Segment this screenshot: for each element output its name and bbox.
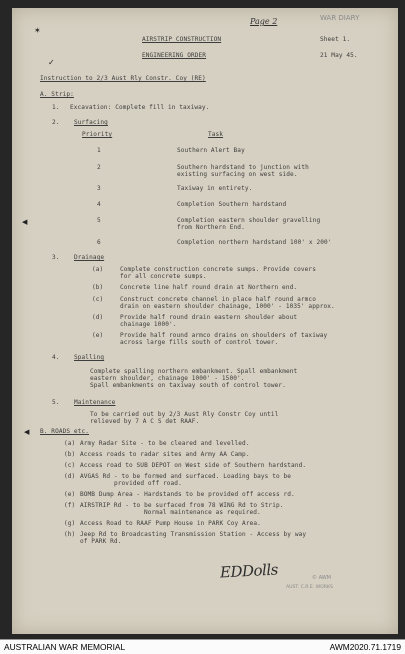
roads-text: Normal maintenance as required.: [144, 509, 261, 516]
roads-key: (b): [64, 451, 76, 458]
roads-text: Access Road to RAAF Pump House in PARK Coy Area.: [80, 520, 261, 527]
priority-value: 2: [97, 164, 101, 171]
instruction-line: Instruction to 2/3 Aust Rly Constr. Coy (RE): [40, 75, 206, 82]
drainage-text: across large fills south of control tower.: [120, 339, 279, 346]
task-text: from Northern End.: [177, 224, 245, 231]
task-text: Southern hardstand to junction with: [177, 164, 309, 171]
spalling-text: Complete spalling northern embankment. Spall embankment: [90, 368, 298, 375]
roads-key: (h): [64, 531, 76, 538]
awm-stamp-sub: AUST. C.R.E. WORKS: [286, 585, 333, 590]
drainage-text: Provide half round armco drains on shoulders of taxiway: [120, 332, 328, 339]
priority-value: 1: [97, 147, 101, 154]
roads-key: (d): [64, 473, 76, 480]
item-number: 4.: [52, 354, 60, 361]
drainage-key: (d): [92, 314, 104, 321]
priority-value: 6: [97, 239, 101, 246]
task-text: Completion northern hardstand 100' x 200': [177, 239, 332, 246]
task-text: Completion Southern hardstand: [177, 201, 287, 208]
roads-text: Access road to SUB DEPOT on West side of Southern hardstand.: [80, 462, 307, 469]
task-text: Taxiway in entirety.: [177, 185, 253, 192]
drainage-key: (a): [92, 266, 104, 273]
item-number: 2.: [52, 119, 60, 126]
drainage-text: for all concrete sumps.: [120, 273, 207, 280]
drainage-key: (e): [92, 332, 104, 339]
drainage-text: Provide half round drain eastern shoulder about: [120, 314, 298, 321]
maintenance-text: To be carried out by 2/3 Aust Rly Constr Coy until: [90, 411, 279, 418]
excavation-text: Excavation: Complete fill in taxiway.: [70, 104, 210, 111]
task-text: Completion eastern shoulder gravelling: [177, 217, 321, 224]
priority-value: 5: [97, 217, 101, 224]
drainage-text: Complete construction concrete sumps. Provide covers: [120, 266, 316, 273]
drainage-text: drain on eastern shoulder chainage, 1000' - 1035' approx.: [120, 303, 335, 310]
maintenance-heading: Maintenance: [74, 399, 116, 406]
spalling-text: Spall embankments on taxiway south of control tower.: [90, 382, 286, 389]
footer-institution: AUSTRALIAN WAR MEMORIAL: [4, 642, 126, 652]
task-text: existing surfacing on west side.: [177, 171, 298, 178]
priority-value: 4: [97, 201, 101, 208]
document-sheet: Page 2 WAR DIARY ✶ ✓ ◀ ◀ AIRSTRIP CONSTRUCTION Sheet 1. ENGINEERING ORDER 21 May 45. Instruction to 2/3 Aust Rly Constr. Coy (RE) A. Strip: 1. Excavation: Complete fill in taxiway. 2. Surfacing Priority Task 1 Southern Alert Bay 2 Southern hardstand to junction with existing surfacing on west side. 3 Taxiway in entirety. 4 Completion Southern hardstand 5 Completion eastern shoulder gravelling from Northern End. 6 Completion northern hardstand 100' x 200' 3. Drainage (a) Complete construction concrete sumps. Provide covers for all concrete sumps. (b) Concrete line half round drain at Northern end. (c) Construct concrete channel in place half round armco drain on eastern shoulder chainage, 1000' - 1035' approx. (d) Provide half round drain eastern shoulder about chainage 1000'. (e) Provide half round armco drains on shoulders of taxiway across large fills south of control tower. 4. Spalling Complete spalling northern embankment. Spall embankment eastern shoulder, chainage 1000' - 1500'. Spall embankments on taxiway south of control tower. 5. Maintenance To be carried out by 2/3 Aust Rly Constr Coy until relieved by 7 A C S det RAAF. B. ROADS etc. (a) Army Radar Site - to be cleared and levelled. (b) Access roads to radar sites and Army AA Camp. (c) Access road to SUB DEPOT on West side of Southern hardstand. (d) AVGAS Rd - to be formed and surfaced. Loading bays to be provided off road. (e) BOMB Dump Area - Hardstands to be provided off access rd. (f) AIRSTRIP Rd - to be surfaced from 78 WING Rd to Strip. Normal maintenance as required. (g) Access Road to RAAF Pump House in PARK Coy Area. (h) Jeep Rd to Broadcasting Transmission Station - Access by way of PARK Rd. EDDolls © AWM AUST. C.R.E. WORKS: [12, 8, 398, 634]
signature: EDDolls: [219, 560, 279, 582]
document-title: AIRSTRIP CONSTRUCTION: [142, 36, 222, 43]
roads-text: AIRSTRIP Rd - to be surfaced from 78 WING Rd to Strip.: [80, 502, 284, 509]
roads-key: (e): [64, 491, 76, 498]
section-b-heading: B. ROADS etc.: [40, 428, 89, 435]
priority-value: 3: [97, 185, 101, 192]
sheet-number: Sheet 1.: [320, 36, 351, 43]
priority-column-head: Priority: [82, 131, 113, 138]
roads-text: of PARK Rd.: [80, 538, 122, 545]
roads-key: (c): [64, 462, 76, 469]
roads-key: (g): [64, 520, 76, 527]
archive-footer: [0, 639, 405, 654]
item-number: 5.: [52, 399, 60, 406]
drainage-text: Construct concrete channel in place half round armco: [120, 296, 316, 303]
spalling-text: eastern shoulder, chainage 1000' - 1500'.: [90, 375, 245, 382]
spalling-heading: Spalling: [74, 354, 105, 361]
footer-accession-number: AWM2020.71.1719: [329, 642, 401, 652]
document-date: 21 May 45.: [320, 52, 358, 59]
roads-text: provided off road.: [114, 480, 182, 487]
surfacing-heading: Surfacing: [74, 119, 108, 126]
drainage-text: chainage 1000'.: [120, 321, 177, 328]
drainage-text: Concrete line half round drain at Northern end.: [120, 284, 298, 291]
roads-text: Army Radar Site - to be cleared and levelled.: [80, 440, 250, 447]
roads-text: Jeep Rd to Broadcasting Transmission Station - Access by way: [80, 531, 307, 538]
item-number: 3.: [52, 254, 60, 261]
roads-key: (a): [64, 440, 76, 447]
task-text: Southern Alert Bay: [177, 147, 245, 154]
handwritten-page-number: Page 2: [250, 17, 278, 26]
drainage-key: (b): [92, 284, 104, 291]
item-number: 1.: [52, 104, 60, 111]
awm-stamp: © AWM: [312, 575, 331, 581]
drainage-heading: Drainage: [74, 254, 105, 261]
document-subtitle: ENGINEERING ORDER: [142, 52, 207, 59]
war-diary-stamp: WAR DIARY: [320, 14, 360, 22]
section-a-heading: A. Strip:: [40, 91, 74, 98]
task-column-head: Task: [208, 131, 224, 138]
maintenance-text: relieved by 7 A C S det RAAF.: [90, 418, 200, 425]
roads-key: (f): [64, 502, 76, 509]
drainage-key: (c): [92, 296, 104, 303]
roads-text: Access roads to radar sites and Army AA Camp.: [80, 451, 250, 458]
roads-text: AVGAS Rd - to be formed and surfaced. Loading bays to be: [80, 473, 292, 480]
roads-text: BOMB Dump Area - Hardstands to be provided off access rd.: [80, 491, 295, 498]
